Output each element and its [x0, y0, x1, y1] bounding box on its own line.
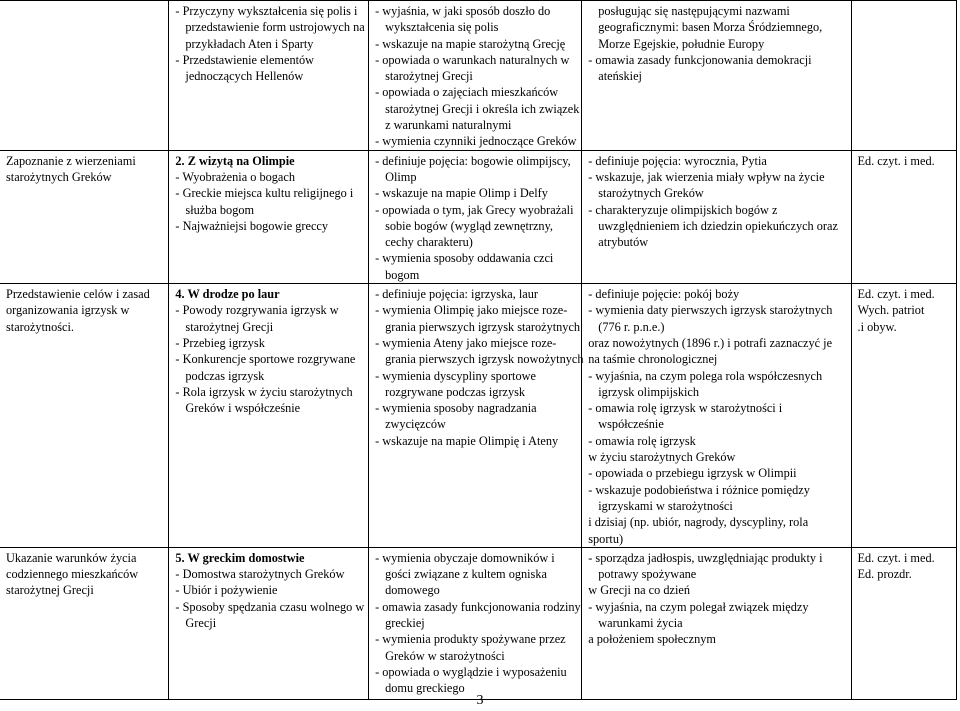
cell-text-line: - Powody rozgrywania igrzysk w: [175, 303, 339, 318]
cell-basic-requirements: [369, 547, 582, 699]
cell-text-line: - Domostwa starożytnych Greków: [175, 567, 345, 582]
cell-text-line: i dzisiaj (np. ubiór, nagrody, dyscypliny, rola: [588, 515, 809, 530]
cell-text-line: starożytnej Grecji: [185, 319, 274, 334]
cell-text-line: - wskazuje na mapie Olimp i Delfy: [375, 186, 548, 201]
cell-text-line: bogom: [385, 267, 420, 282]
cell-text-line: oraz nowożytnych (1896 r.) i potrafi zaznaczyć je: [588, 335, 833, 350]
cell-text-line: Ukazanie warunków życia: [6, 550, 137, 565]
cell-text-line: codziennego mieszkańców: [6, 567, 139, 582]
cell-education-paths: [851, 1, 957, 151]
cell-text-line: - charakteryzuje olimpijskich bogów z: [588, 202, 778, 217]
cell-text-line: Ed. czyt. i med.: [857, 287, 935, 302]
cell-text-line: - wyjaśnia, w jaki sposób doszło do: [375, 4, 551, 18]
cell-text-line: starożytności.: [6, 319, 74, 334]
cell-text-line: warunkami życia: [598, 615, 683, 630]
cell-text-line: - Sposoby spędzania czasu wolnego w: [175, 599, 365, 614]
cell-text-line: - Ubiór i pożywienie: [175, 583, 278, 598]
cell-text-line: starożytnej Grecji i określa ich związek: [385, 101, 580, 116]
cell-basic-requirements: [369, 284, 582, 548]
cell-text-line: 4. W drodze po laur: [175, 287, 280, 302]
cell-text-line: grania pierwszych igrzysk nowożytnych: [385, 352, 584, 367]
cell-text-line: podczas igrzysk: [185, 368, 265, 383]
cell-text-line: - definiuje pojęcia: bogowie olimpijscy,: [375, 153, 571, 168]
cell-topic: [169, 1, 369, 151]
cell-text-line: Wych. patriot: [857, 303, 925, 318]
cell-text-line: - Konkurencje sportowe rozgrywane: [175, 352, 356, 367]
cell-text-line: - wymienia Ateny jako miejsce roze-: [375, 335, 557, 350]
cell-extended-requirements: [582, 284, 851, 548]
cell-goal: [0, 1, 169, 151]
cell-text-line: grania pierwszych igrzysk starożytnych: [385, 319, 581, 334]
cell-text-line: uwzględnieniem ich dziedzin opiekuńczych oraz: [598, 218, 838, 233]
cell-text-line: - wymienia daty pierwszych igrzysk starożytnych: [588, 303, 833, 318]
cell-education-paths: [851, 284, 957, 548]
cell-text-line: - opowiada o warunkach naturalnych w: [375, 52, 570, 67]
cell-text-line: - Wyobrażenia o bogach: [175, 169, 295, 184]
cell-text-line: - wskazuje podobieństwa i różnice pomiędzy: [588, 482, 810, 497]
cell-text-line: - omawia zasady funkcjonowania rodziny: [375, 599, 581, 614]
cell-text-line: organizowania igrzysk w: [6, 303, 130, 318]
cell-text-line: Greków i współcześnie: [185, 401, 301, 416]
cell-text-line: potrawy spożywane: [598, 567, 697, 582]
table-row-olympus: [0, 150, 957, 283]
cell-text-line: (776 r. p.n.e.): [598, 319, 665, 334]
cell-text-line: sportu): [588, 531, 624, 546]
cell-extended-requirements: [582, 1, 851, 151]
cell-text-line: - wymienia czynniki jednoczące Greków: [375, 134, 577, 149]
cell-text-line: atrybutów: [598, 235, 649, 250]
cell-text-line: posługując się następującymi nazwami: [598, 4, 790, 18]
cell-text-line: Przedstawienie celów i zasad: [6, 287, 150, 302]
cell-text-line: - wymienia produkty spożywane przez: [375, 632, 566, 647]
cell-text-line: - wyjaśnia, na czym polega rola współczesnych: [588, 368, 823, 383]
cell-text-line: przykładach Aten i Sparty: [185, 36, 314, 51]
table-row-polis: [0, 1, 957, 151]
cell-text-line: gości związane z kultem ogniska: [385, 567, 547, 582]
cell-text-line: Ed. prozdr.: [857, 567, 912, 582]
table-row-games: [0, 284, 957, 548]
cell-education-paths: [851, 150, 957, 283]
cell-text-line: - wymienia Olimpię jako miejsce roze-: [375, 303, 568, 318]
cell-text-line: 5. W greckim domostwie: [175, 550, 305, 565]
cell-text-line: sobie bogów (wygląd zewnętrzny,: [385, 218, 553, 233]
cell-text-line: Grecji: [185, 615, 217, 630]
cell-text-line: 2. Z wizytą na Olimpie: [175, 153, 295, 168]
cell-text-line: zwycięzców: [385, 417, 446, 432]
cell-text-line: - sporządza jadłospis, uwzględniając produkty i: [588, 550, 823, 565]
cell-text-line: - wskazuje, jak wierzenia miały wpływ na życie: [588, 169, 825, 184]
cell-text-line: - wskazuje na mapie starożytną Grecję: [375, 36, 566, 51]
cell-text-line: Greków w starożytności: [385, 648, 505, 663]
cell-text-line: starożytnych Greków: [598, 186, 704, 201]
cell-goal: [0, 547, 169, 699]
cell-extended-requirements: [582, 150, 851, 283]
table-row-household: [0, 547, 957, 699]
cell-text-line: Ed. czyt. i med.: [857, 550, 935, 565]
cell-topic: [169, 150, 369, 283]
cell-text-line: - omawia rolę igrzysk: [588, 433, 696, 448]
cell-text-line: domu greckiego: [385, 681, 465, 696]
cell-text-line: - Przedstawienie elementów: [175, 52, 315, 67]
cell-text-line: - omawia rolę igrzysk w starożytności i: [588, 401, 783, 416]
cell-text-line: Morze Egejskie, południe Europy: [598, 36, 765, 51]
cell-text-line: - Rola igrzysk w życiu starożytnych: [175, 384, 353, 399]
cell-text-line: współcześnie: [598, 417, 664, 432]
cell-text-line: - opowiada o przebiegu igrzysk w Olimpii: [588, 466, 797, 481]
cell-goal: [0, 150, 169, 283]
cell-goal: [0, 284, 169, 548]
cell-basic-requirements: [369, 1, 582, 151]
cell-text-line: geograficznymi: basen Morza Śródziemnego,: [598, 20, 823, 35]
cell-text-line: - opowiada o tym, jak Grecy wyobrażali: [375, 202, 574, 217]
cell-text-line: .i obyw.: [857, 319, 897, 334]
cell-text-line: ateńskiej: [598, 69, 642, 84]
cell-text-line: Zapoznanie z wierzeniami: [6, 153, 136, 168]
cell-basic-requirements: [369, 150, 582, 283]
cell-text-line: - omawia zasady funkcjonowania demokracji: [588, 52, 812, 67]
cell-text-line: - Przebieg igrzysk: [175, 335, 265, 350]
cell-extended-requirements: [582, 547, 851, 699]
cell-text-line: starożytnych Greków: [6, 169, 112, 184]
cell-text-line: - definiuje pojęcia: igrzyska, laur: [375, 287, 538, 302]
cell-text-line: rozgrywane podczas igrzysk: [385, 384, 526, 399]
cell-text-line: - Greckie miejsca kultu religijnego i: [175, 186, 354, 201]
cell-text-line: - opowiada o wyglądzie i wyposażeniu: [375, 664, 567, 679]
cell-text-line: jednoczących Hellenów: [185, 69, 304, 84]
cell-text-line: - wymienia obyczaje domowników i: [375, 550, 555, 565]
cell-text-line: igrzysk olimpijskich: [598, 384, 700, 399]
cell-text-line: a położeniem społecznym: [588, 632, 716, 647]
cell-text-line: na taśmie chronologicznej: [588, 352, 718, 367]
cell-text-line: - wymienia dyscypliny sportowe: [375, 368, 536, 383]
cell-text-line: starożytnej Grecji: [6, 583, 94, 598]
cell-text-line: - opowiada o zajęciach mieszkańców: [375, 85, 559, 100]
cell-text-line: igrzyskami w starożytności: [598, 498, 733, 513]
cell-text-line: - wyjaśnia, na czym polegał związek między: [588, 599, 809, 614]
cell-text-line: - wymienia sposoby nagradzania: [375, 401, 537, 416]
cell-text-line: - definiuje pojęcie: pokój boży: [588, 287, 740, 302]
cell-text-line: greckiej: [385, 615, 425, 630]
cell-education-paths: [851, 547, 957, 699]
cell-text-line: służba bogom: [185, 202, 255, 217]
cell-text-line: - wymienia sposoby oddawania czci: [375, 251, 554, 266]
cell-text-line: w życiu starożytnych Greków: [588, 450, 736, 465]
cell-text-line: starożytnej Grecji: [385, 69, 473, 84]
cell-text-line: - definiuje pojęcia: wyrocznia, Pytia: [588, 153, 767, 168]
cell-topic: [169, 284, 369, 548]
cell-text-line: - wskazuje na mapie Olimpię i Ateny: [375, 433, 559, 448]
curriculum-table-body: [0, 1, 957, 700]
cell-topic: [169, 547, 369, 699]
cell-text-line: domowego: [385, 583, 440, 598]
cell-text-line: cechy charakteru): [385, 235, 473, 250]
cell-text-line: z warunkami naturalnymi: [385, 118, 512, 133]
cell-text-line: w Grecji na co dzień: [588, 583, 690, 598]
cell-text-line: - Najważniejsi bogowie greccy: [175, 218, 329, 233]
cell-text-line: Olimp: [385, 169, 417, 184]
cell-text-line: Ed. czyt. i med.: [857, 153, 935, 168]
cell-text-line: wykształcenia się polis: [385, 20, 499, 35]
cell-text-line: przedstawienie form ustrojowych na: [185, 20, 365, 35]
cell-text-line: - Przyczyny wykształcenia się polis i: [175, 4, 358, 18]
page-number: 3: [476, 693, 484, 708]
